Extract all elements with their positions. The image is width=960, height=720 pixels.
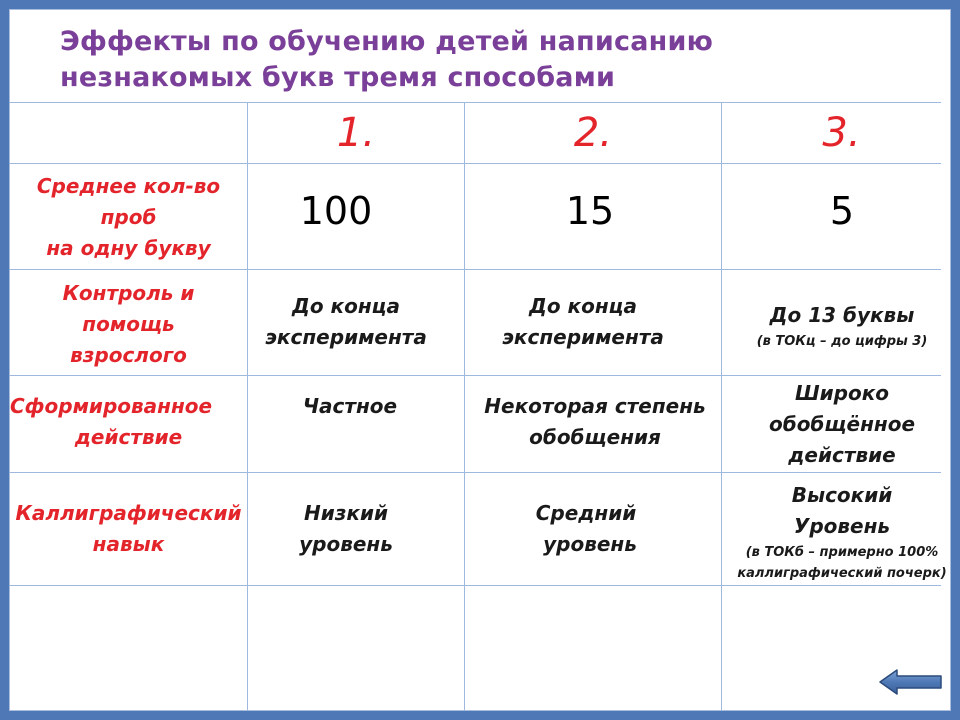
cell-action-method-1 [248, 388, 452, 424]
label-line: Контроль и [62, 281, 195, 305]
cell-text-line: Широко [794, 380, 890, 405]
cell-text-line: Высокий [791, 483, 893, 507]
cell-text-line: эксперимента [265, 325, 427, 349]
label-line: на одну букву [46, 236, 211, 260]
title-line-2: незнакомых букв тремя способами [60, 62, 616, 93]
cell-attempts-method-1 [248, 172, 424, 250]
cell-text-line: До 13 буквы [769, 303, 915, 327]
title-line-1: Эффекты по обучению детей написанию [60, 26, 714, 57]
label-line: проб [100, 205, 157, 229]
cell-value: 15 [565, 189, 615, 233]
cell-text-line: До конца [529, 294, 637, 318]
cell-note: каллиграфический почерк) [737, 566, 947, 581]
label-line: навык [92, 532, 165, 556]
cell-text-line: Средний [535, 501, 637, 525]
row-label-calligraphy [10, 496, 247, 562]
cell-control-method-3 [722, 298, 960, 354]
cell-text-line: обобщённое [768, 411, 916, 436]
column-header-1 [248, 103, 464, 163]
cell-calligraphy-method-1 [248, 496, 444, 562]
cell-action-method-2 [465, 390, 725, 454]
cell-text-line: эксперимента [502, 325, 664, 349]
cell-value: 5 [829, 189, 855, 233]
back-button[interactable] [879, 668, 943, 696]
column-header-3 [722, 103, 941, 163]
grid-line [9, 163, 941, 164]
cell-note: (в ТОКб – примерно 100% [745, 545, 939, 560]
row-label-adult-control [10, 277, 247, 372]
cell-text-line: обобщения [529, 425, 661, 449]
label-line: действие [74, 425, 183, 449]
cell-text-line: Некоторая степень [484, 394, 706, 418]
cell-value: 100 [299, 189, 373, 233]
cell-text-line: уровень [299, 532, 393, 556]
cell-text-line: Уровень [793, 514, 891, 538]
label-line: Сформированное [10, 394, 213, 418]
cell-text-line: уровень [543, 532, 637, 556]
cell-note: (в ТОКц – до цифры 3) [756, 334, 928, 349]
column-header-2 [465, 103, 721, 163]
cell-text-line: Частное [302, 393, 398, 418]
header-label: 1. [336, 110, 376, 156]
label-line: Среднее кол-во [36, 174, 221, 198]
grid-line [9, 269, 941, 270]
cell-text-line: Низкий [304, 501, 388, 525]
header-label: 2. [573, 110, 613, 156]
cell-calligraphy-method-3 [722, 480, 960, 584]
cell-control-method-1 [248, 290, 444, 354]
left-arrow-icon [879, 668, 943, 696]
cell-text-line: действие [788, 442, 896, 467]
grid-line [9, 472, 941, 473]
cell-action-method-3 [722, 376, 960, 472]
row-label-formed-action [10, 388, 247, 456]
cell-text-line: До конца [292, 294, 400, 318]
cell-attempts-method-2 [465, 172, 715, 250]
cell-calligraphy-method-2 [465, 496, 707, 562]
row-label-attempts [10, 170, 247, 265]
slide-title [60, 24, 920, 96]
label-line: взрослого [70, 343, 187, 367]
grid-line [9, 585, 941, 586]
cell-attempts-method-3 [722, 172, 960, 250]
label-line: Каллиграфический [15, 501, 242, 525]
header-label: 3. [822, 110, 861, 156]
cell-control-method-2 [465, 290, 701, 354]
label-line: помощь [82, 312, 175, 336]
